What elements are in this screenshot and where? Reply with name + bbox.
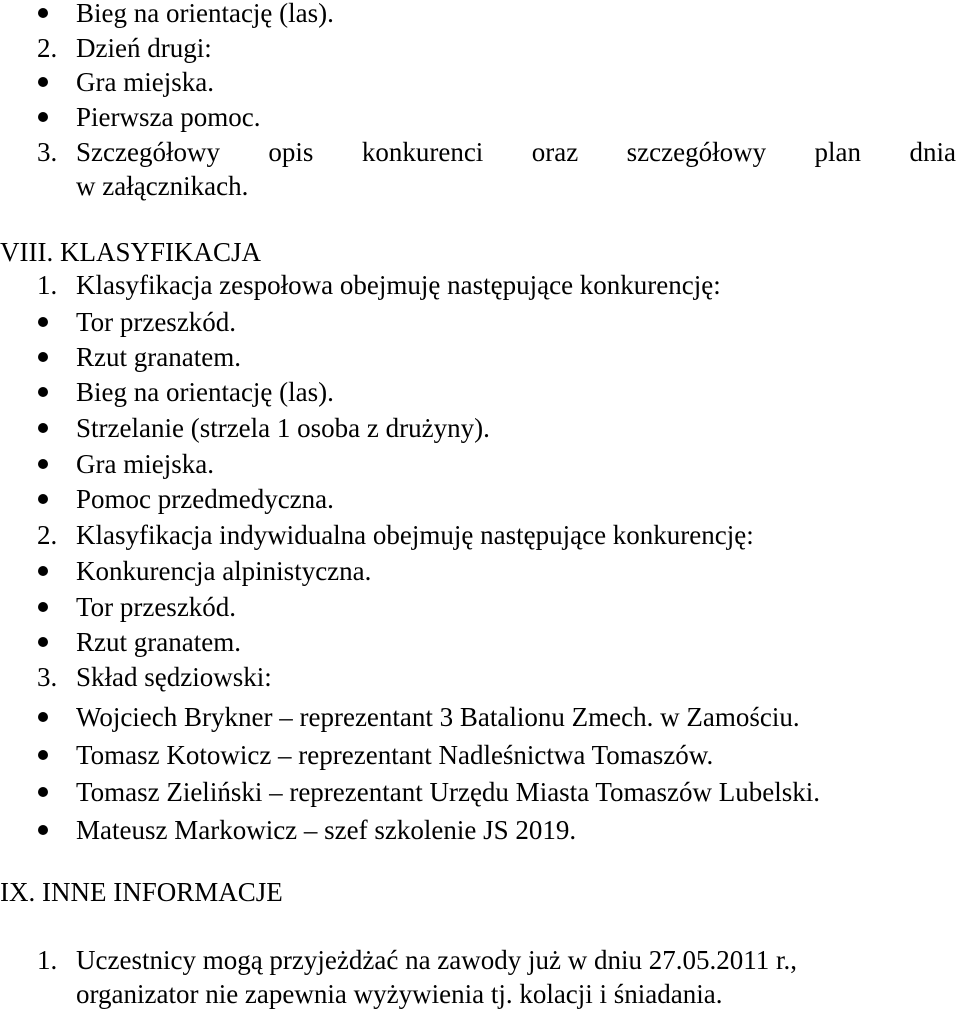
bullet-icon xyxy=(38,566,48,576)
list-item: Bieg na orientację (las). xyxy=(0,376,960,408)
list-item: Gra miejska. xyxy=(0,448,960,480)
bullet-icon xyxy=(38,825,48,835)
list-item: Tor przeszkód. xyxy=(0,306,960,338)
list-item: Konkurencja alpinistyczna. xyxy=(0,555,960,587)
list-item: Pomoc przedmedyczna. xyxy=(0,483,960,515)
section-heading: IX. INNE INFORMACJE xyxy=(0,877,283,907)
numbered-item: 1. Uczestnicy mogą przyjeżdżać na zawody już w dniu 27.05.2011 r., xyxy=(37,945,798,975)
section-heading: VIII. KLASYFIKACJA xyxy=(0,237,261,267)
list-item: Tomasz Kotowicz – reprezentant Nadleśnictwa Tomaszów. xyxy=(0,739,960,771)
numbered-item: 2. Klasyfikacja indywidualna obejmuję następujące konkurencję: xyxy=(37,520,754,550)
item-number: 2. xyxy=(37,33,58,63)
numbered-item: 1. Klasyfikacja zespołowa obejmuję następujące konkurencję: xyxy=(37,270,721,300)
bullet-icon xyxy=(38,352,48,362)
item-number: 1. xyxy=(37,945,58,975)
list-item: Gra miejska. xyxy=(0,66,960,98)
numbered-item: 3. Skład sędziowski: xyxy=(37,662,272,692)
list-item: Tomasz Zieliński – reprezentant Urzędu Miasta Tomaszów Lubelski. xyxy=(0,776,960,808)
numbered-item: 2. Dzień drugi: xyxy=(37,33,212,63)
list-item: Pierwsza pomoc. xyxy=(0,101,960,133)
bullet-icon xyxy=(38,750,48,760)
justified-text: Szczegółowy opis konkurenci oraz szczegółowy plan dnia xyxy=(76,137,956,167)
bullet-icon xyxy=(38,459,48,469)
bullet-icon xyxy=(38,637,48,647)
list-item: Wojciech Brykner – reprezentant 3 Batalionu Zmech. w Zamościu. xyxy=(0,701,960,733)
list-item: Tor przeszkód. xyxy=(0,591,960,623)
bullet-icon xyxy=(38,423,48,433)
bullet-icon xyxy=(38,8,48,18)
item-number: 2. xyxy=(37,520,58,550)
numbered-item xyxy=(0,136,960,168)
continuation-line: organizator nie zapewnia wyżywienia tj. kolacji i śniadania. xyxy=(76,979,723,1009)
list-item: Rzut granatem. xyxy=(0,341,960,373)
list-item: Mateusz Markowicz – szef szkolenie JS 2019. xyxy=(0,814,960,846)
item-number: 3. xyxy=(37,662,58,692)
item-number: 1. xyxy=(37,270,58,300)
item-number: 3. xyxy=(37,137,58,167)
continuation-line: w załącznikach. xyxy=(76,171,249,201)
bullet-icon xyxy=(38,77,48,87)
bullet-icon xyxy=(38,387,48,397)
bullet-icon xyxy=(38,787,48,797)
list-item: Rzut granatem. xyxy=(0,626,960,658)
list-item: Bieg na orientację (las). xyxy=(0,0,960,29)
bullet-icon xyxy=(38,317,48,327)
bullet-icon xyxy=(38,712,48,722)
bullet-icon xyxy=(38,602,48,612)
bullet-icon xyxy=(38,112,48,122)
bullet-icon xyxy=(38,494,48,504)
list-item: Strzelanie (strzela 1 osoba z drużyny). xyxy=(0,412,960,444)
